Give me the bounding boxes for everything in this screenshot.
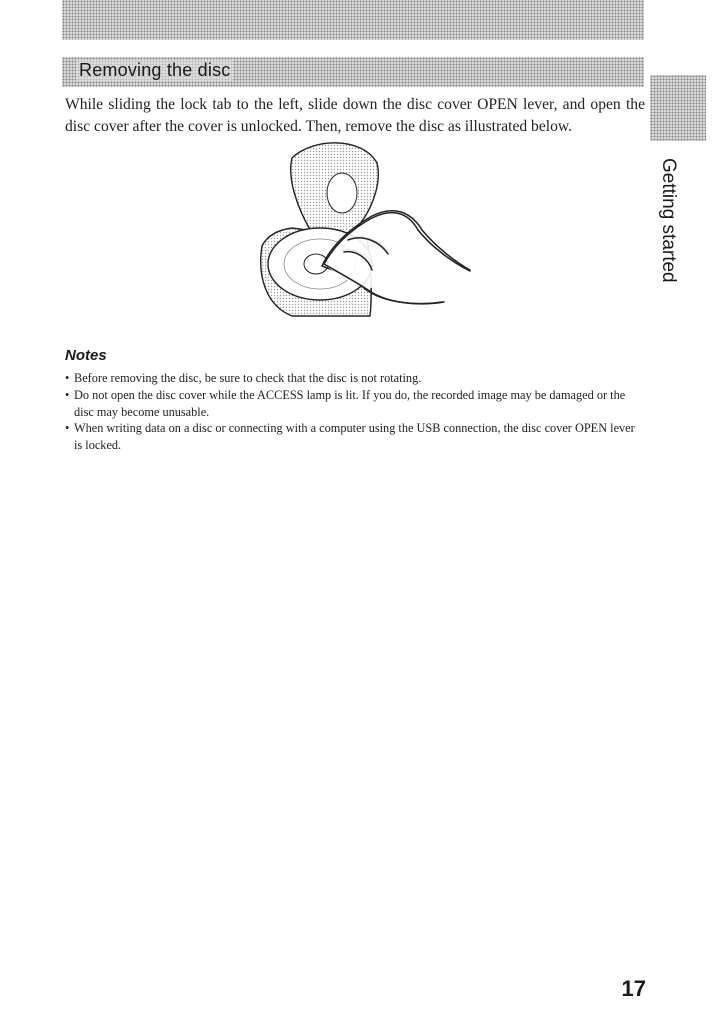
note-item: • Before removing the disc, be sure to check that the disc is not rotating. — [65, 370, 645, 387]
notes-list — [65, 370, 645, 454]
notes-heading: Notes — [65, 347, 107, 364]
intro-paragraph: While sliding the lock tab to the left, slide down the disc cover OPEN lever, and open the disc cover after the cover is unlocked. Then, remove the disc as illustrated below. — [65, 96, 645, 135]
disc-removal-illustration — [252, 138, 472, 318]
note-item: • Do not open the disc cover while the ACCESS lamp is lit. If you do, the recorded image may be damaged or the disc may become unusable. — [65, 387, 645, 421]
side-tab-marker — [650, 75, 706, 141]
header-band — [62, 0, 644, 40]
lid-hub — [327, 173, 357, 213]
section-title: Removing the disc — [76, 60, 233, 81]
side-tab-label: Getting started — [658, 158, 679, 283]
page-number: 17 — [621, 976, 646, 1001]
note-item: • When writing data on a disc or connecting with a computer using the USB connection, the disc cover OPEN lever is locked. — [65, 420, 645, 454]
section-title-band — [62, 57, 644, 87]
